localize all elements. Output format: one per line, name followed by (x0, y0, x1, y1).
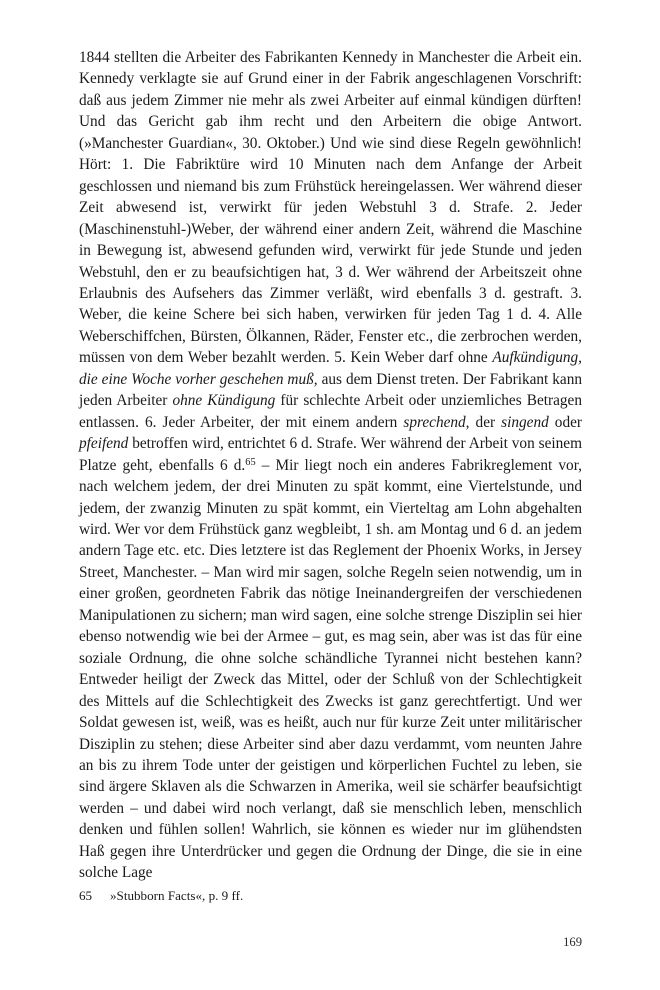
body-text-segment-6: betroffen wird, entrichtet 6 d. Strafe. Wer während der Arbeit von seinem Platze geht, ebenfalls 6 d. (79, 435, 582, 474)
body-text-segment-7: – Mir liegt noch ein anderes Fabrikreglement vor, nach welchem jedem, der drei Minuten zu spät kommt, eine Viertelstunde, und jedem, der zwanzig Minuten zu spät kommt, ein Vierteltag am Lohn abgehalten wird. Wer vor dem Frühstück ganz wegbleibt, 1 sh. am Montag und 6 d. an jedem andern Tage etc. etc. Dies letztere ist das Reglement der Phoenix Works, in Jersey Street, Manchester. – Man wird mir sagen, solche Regeln seien notwendig, um in einer großen, geordneten Fabrik das nötige Ineinandergreifen der verschiedenen Manipulationen zu sichern; man wird sagen, eine solche strenge Disziplin sei hier ebenso notwendig wie bei der Armee – gut, es mag sein, aber was ist das für eine soziale Ordnung, die ohne solche schändliche Tyrannei nicht bestehen kann? Entweder heiligt der Zweck das Mittel, oder der Schluß von der Schlechtigkeit des Mittels auf die Schlechtigkeit des Zwecks ist ganz gerechtfertigt. Und wer Soldat gewesen ist, weiß, was es heißt, auch nur für kurze Zeit unter militärischer Disziplin zu stehen; diese Arbeiter sind aber dazu verdammt, vom neunten Jahre an bis zu ihrem Tode unter der geistigen und körperlichen Fuchtel zu leben, sie sind ärgere Sklaven als die Schwarzen in Amerika, weil sie schärfer beaufsichtigt werden – und dabei wird noch verlangt, daß sie menschlich leben, menschlich denken und fühlen sollen! Wahrlich, sie können es wieder nur im glühendsten Haß gegen ihre Unterdrücker und gegen die Ordnung der Dinge, die sie in eine solche Lage (79, 456, 582, 882)
body-italic-3: sprechend, (403, 413, 470, 431)
footnote-number: 65 (79, 888, 93, 903)
body-text-segment-5: oder (548, 413, 582, 431)
body-italic-1: Aufkündigung, die eine Woche vorher geschehen muß, (79, 349, 582, 388)
footnote-text: »Stubborn Facts«, p. 9 ff. (110, 888, 244, 903)
body-italic-4: singend (501, 413, 549, 431)
footnote-reference-marker[interactable]: 65 (245, 456, 256, 468)
body-italic-5: pfeifend (79, 435, 129, 453)
body-text-block (79, 47, 582, 884)
body-text-segment-2: aus dem Dienst treten. Der Fabrikant kann jeden Arbeiter (79, 370, 582, 410)
body-paragraph (79, 47, 582, 884)
footnote (79, 887, 582, 905)
page-number: 169 (563, 935, 582, 949)
body-italic-2: ohne Kündigung (172, 392, 276, 410)
body-text-segment-4: der (469, 413, 502, 431)
body-text-segment-1: 1844 stellten die Arbeiter des Fabrikanten Kennedy in Manchester die Arbeit ein. Kennedy verklagte sie auf Grund einer in der Fabrik angeschlagenen Vorschrift: daß aus jedem Zimmer nie mehr als zwei Arbeiter auf einmal kündigen dürften! Und das Gericht gab ihm recht und den Arbeitern die obige Antwort. (»Manchester Guardian«, 30. Oktober.) Und wie sind diese Regeln gewöhnlich! Hört: 1. Die Fabriktüre wird 10 Minuten nach dem Anfange der Arbeit geschlossen und niemand bis zum Frühstück hereingelassen. Wer während dieser Zeit abwesend ist, verwirkt für jeden Webstuhl 3 d. Strafe. 2. Jeder (Maschinenstuhl-)Weber, der während einer andern Zeit, während die Maschine in Bewegung ist, abwesend gefunden wird, verwirkt für jede Stunde und jeden Webstuhl, den er zu beaufsichtigen hat, 3 d. Wer während der Arbeitszeit ohne Erlaubnis des Aufsehers das Zimmer verläßt, wird ebenfalls 3 d. gestraft. 3. Weber, die keine Schere bei sich haben, verwirken für jeden Tag 1 d. 4. Alle Weberschiffchen, Bürsten, Ölkannen, Räder, Fenster etc., die zerbrochen werden, müssen von dem Weber bezahlt werden. 5. Kein Weber darf ohne (79, 49, 582, 367)
body-text-segment-3: für schlechte Arbeit oder unziemliches Betragen entlassen. 6. Jeder Arbeiter, der mit einem andern (79, 392, 582, 431)
